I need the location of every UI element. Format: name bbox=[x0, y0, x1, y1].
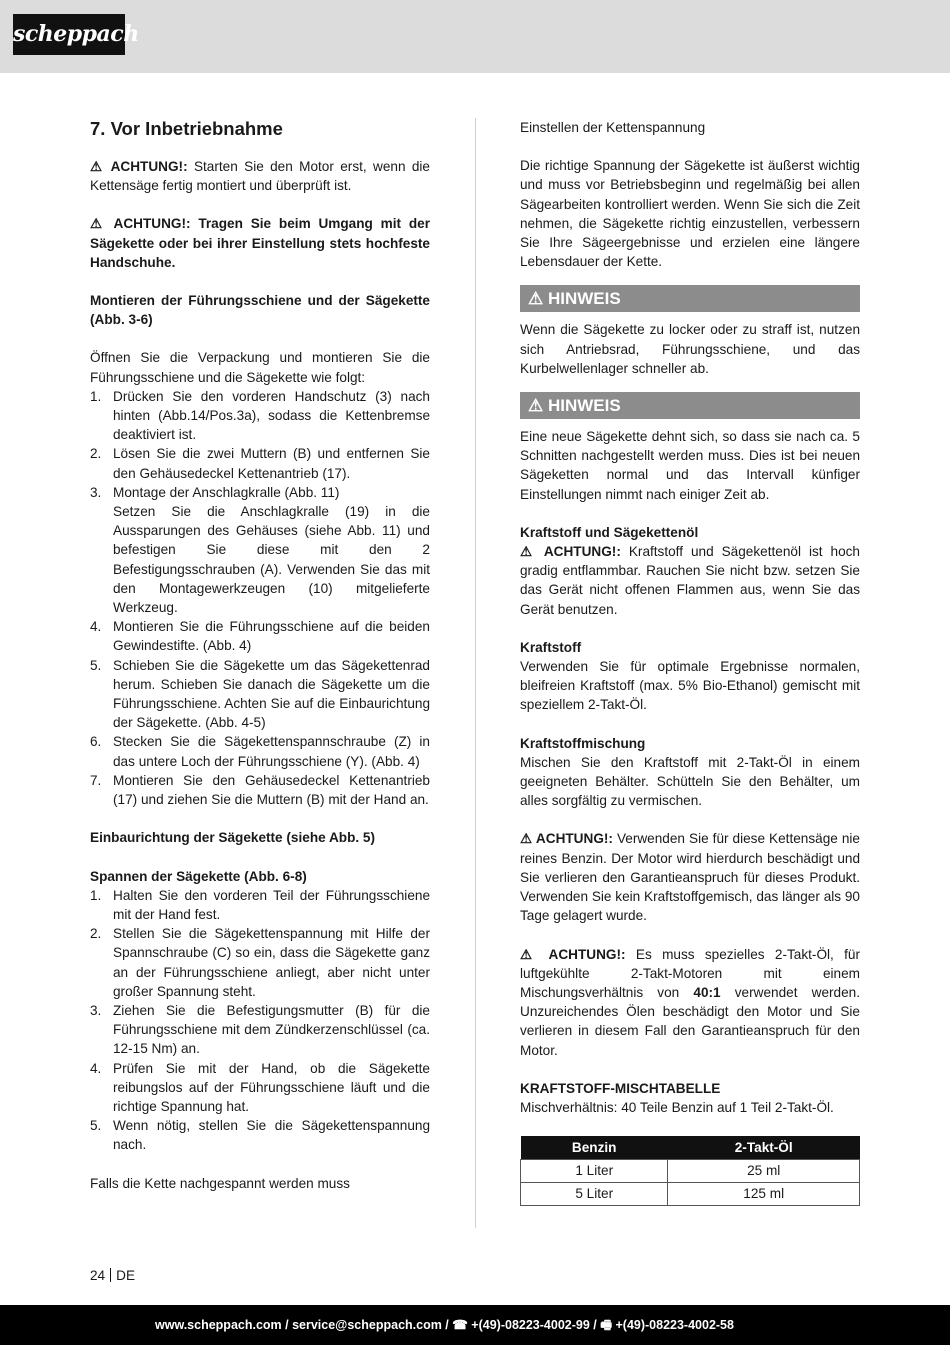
warning-start-motor: ⚠ ACHTUNG!: Starten Sie den Motor erst, wenn die Kettensäge fertig montiert und überprüft ist. bbox=[90, 159, 430, 194]
direction-heading: Einbaurichtung der Sägekette (siehe Abb. 5) bbox=[90, 830, 376, 846]
mix-text: Mischen Sie den Kraftstoff mit 2-Takt-Öl in einem geeigneten Behälter. Schütteln Sie den Behälter, um alles sorgfältig zu vermischen. bbox=[520, 754, 860, 809]
footer-contact: www.scheppach.com / service@scheppach.com / ☎ +(49)-08223-4002-99 / 🖷 +(49)-08223-4002-58 bbox=[155, 1318, 734, 1332]
table-cell: 125 ml bbox=[668, 1182, 860, 1205]
page-number: 24 DE bbox=[90, 1268, 136, 1283]
warning-gloves: ⚠ ACHTUNG!: Tragen Sie beim Umgang mit der Sägekette oder bei ihrer Einstellung stets hochfeste Handschuhe. bbox=[90, 216, 430, 270]
brand-logo: scheppach bbox=[13, 14, 125, 55]
list-item: 4. Montieren Sie die Führungsschiene auf die beiden Gewindestifte. (Abb. 4) bbox=[90, 619, 430, 654]
table-cell: 5 Liter bbox=[521, 1182, 668, 1205]
table-heading: KRAFTSTOFF-MISCHTABELLE bbox=[520, 1080, 721, 1096]
table-subtitle: Mischverhältnis: 40 Teile Benzin auf 1 Teil 2-Takt-Öl. bbox=[520, 1099, 834, 1115]
table-row bbox=[521, 1182, 860, 1205]
hint-banner-2: ⚠ HINWEIS bbox=[520, 392, 860, 419]
list-item: 5. Schieben Sie die Sägekette um das Sägekettenrad herum. Schieben Sie danach die Sägekette um die Führungsschiene. Achten Sie auf die Einbaurichtung der Sägekette. (Abb. 4-5) bbox=[90, 657, 430, 731]
table-row bbox=[521, 1159, 860, 1182]
warning-pure-petrol: ⚠ ACHTUNG!: Verwenden Sie für diese Kettensäge nie reines Benzin. Der Motor wird hierdurch beschädigt und Sie verlieren den Garantieanspruch für dieses Produkt. Verwenden Sie kein Kraftstoffgemisch, das länger als 90 Tage gelagert wurde. bbox=[520, 831, 860, 924]
list-item: 5. Wenn nötig, stellen Sie die Sägekettenspannung nach. bbox=[90, 1118, 430, 1153]
footer-bar bbox=[0, 1305, 950, 1345]
mount-heading: Montieren der Führungsschiene und der Sägekette (Abb. 3-6) bbox=[90, 293, 430, 328]
list-item: 7. Montieren Sie den Gehäusedeckel Kettenantrieb (17) und ziehen Sie die Muttern (B) mit der Hand an. bbox=[90, 772, 430, 808]
adjust-text: Die richtige Spannung der Sägekette ist äußerst wichtig und muss vor Betriebsbeginn und regelmäßig bei allen Sägearbeiten kontrolliert werden. Wenn Sie sich die Zeit nehmen, die Sägekette richtig einzustellen, verbessern Sie Ihre Sägeergebnisse und erzielen eine längere Lebensdauer der Kette. bbox=[520, 158, 860, 270]
table-header-cell: Benzin bbox=[521, 1136, 668, 1159]
tension-steps bbox=[90, 886, 430, 1155]
list-item: Setzen Sie die Anschlagkralle (19) in die Aussparungen des Gehäuses (siehe Abb. 11) und befestigen Sie diese mit den 2 Befestigungsschrauben (A). Verwenden Sie das mit den Montagewerkzeugen (10) mitgelieferte Werkzeug. bbox=[113, 504, 430, 616]
mount-intro: Öffnen Sie die Verpackung und montieren Sie die Führungsschiene und die Sägekette wie folgt: bbox=[90, 350, 430, 385]
hint-text-1: Wenn die Sägekette zu locker oder zu straff ist, nutzen sich Antriebsrad, Führungsschiene, und das Kurbelwellenlager schneller ab. bbox=[520, 322, 860, 376]
fuel-heading: Kraftstoff bbox=[520, 639, 582, 655]
column-divider bbox=[475, 118, 476, 1228]
table-cell: 1 Liter bbox=[521, 1159, 668, 1182]
fuel-text: Verwenden Sie für optimale Ergebnisse normalen, bleifreien Kraftstoff (max. 5% Bio-Ethanol) gemischt mit speziellem 2-Takt-Öl. bbox=[520, 659, 860, 713]
mount-steps bbox=[90, 387, 430, 809]
adjust-title: Einstellen der Kettenspannung bbox=[520, 120, 706, 135]
list-item: 4. Prüfen Sie mit der Hand, ob die Sägekette reibungslos auf der Führungsschiene läuft und die richtige Spannung hat. bbox=[90, 1060, 430, 1114]
list-item: 6. Stecken Sie die Sägekettenspannschraube (Z) in das untere Loch der Führungsschiene (Y). (Abb. 4) bbox=[90, 734, 430, 769]
table-header-cell: 2-Takt-Öl bbox=[668, 1136, 860, 1159]
list-item: 3. Ziehen Sie die Befestigungsmutter (B) für die Führungsschiene mit dem Zündkerzenschlüssel (ca. 12-15 Nm) an. bbox=[90, 1002, 430, 1057]
mix-heading: Kraftstoffmischung bbox=[520, 735, 646, 751]
table-cell: 25 ml bbox=[668, 1159, 860, 1182]
right-column bbox=[520, 118, 860, 1206]
warning-oil-ratio: ⚠ ACHTUNG!: Es muss spezielles 2-Takt-Öl, für luftgekühlte 2-Takt-Motoren mit einem Mischungsverhältnis von 40:1 verwendet werden. Unzureichendes Ölen beschädigt den Motor und Sie verlieren in diesem Fall den Garantieanspruch für den Motor. bbox=[520, 946, 861, 1058]
hint-banner-1: ⚠ HINWEIS bbox=[520, 285, 860, 312]
list-item: 1. Halten Sie den vorderen Teil der Führungsschiene mit der Hand fest. bbox=[90, 887, 430, 922]
fuel-oil-heading: Kraftstoff und Sägekettenöl bbox=[520, 524, 699, 540]
hint-text-2: Eine neue Sägekette dehnt sich, so dass sie nach ca. 5 Schnitten nachgestellt werden muss. Dies ist bei neuen Sägeketten normal und das Intervall künfiger Einstellungen nimmt nach einiger Zeit ab. bbox=[520, 429, 860, 502]
mix-table bbox=[520, 1136, 860, 1206]
list-item: 2. Stellen Sie die Sägekettenspannung mit Hilfe der Spannschraube (C) so ein, dass die Sägekette ganz an der Führungsschiene anliegt, aber nicht unter großer Spannung steht. bbox=[90, 926, 430, 999]
list-item: 2. Lösen Sie die zwei Muttern (B) und entfernen Sie den Gehäusedeckel Kettenantrieb (17). bbox=[90, 446, 430, 481]
list-item: 3. Montage der Anschlagkralle (Abb. 11) bbox=[90, 484, 340, 500]
retension-text: Falls die Kette nachgespannt werden muss bbox=[90, 1175, 350, 1191]
table-header-row bbox=[521, 1136, 860, 1159]
tension-heading: Spannen der Sägekette (Abb. 6-8) bbox=[90, 868, 307, 884]
section-title: 7. Vor Inbetriebnahme bbox=[90, 118, 283, 139]
header-bar bbox=[0, 0, 950, 73]
list-item: 1. Drücken Sie den vorderen Handschutz (3) nach hinten (Abb.14/Pos.3a), sodass die Kettenbremse deaktiviert ist. bbox=[90, 388, 430, 443]
fuel-oil-warning: ⚠ ACHTUNG!: Kraftstoff und Sägekettenöl ist hoch gradig entflammbar. Rauchen Sie nicht bzw. setzen Sie das Gerät nicht offenen Flammen aus, wenn Sie das Gerät benutzen. bbox=[520, 544, 860, 617]
left-column bbox=[90, 118, 430, 1193]
